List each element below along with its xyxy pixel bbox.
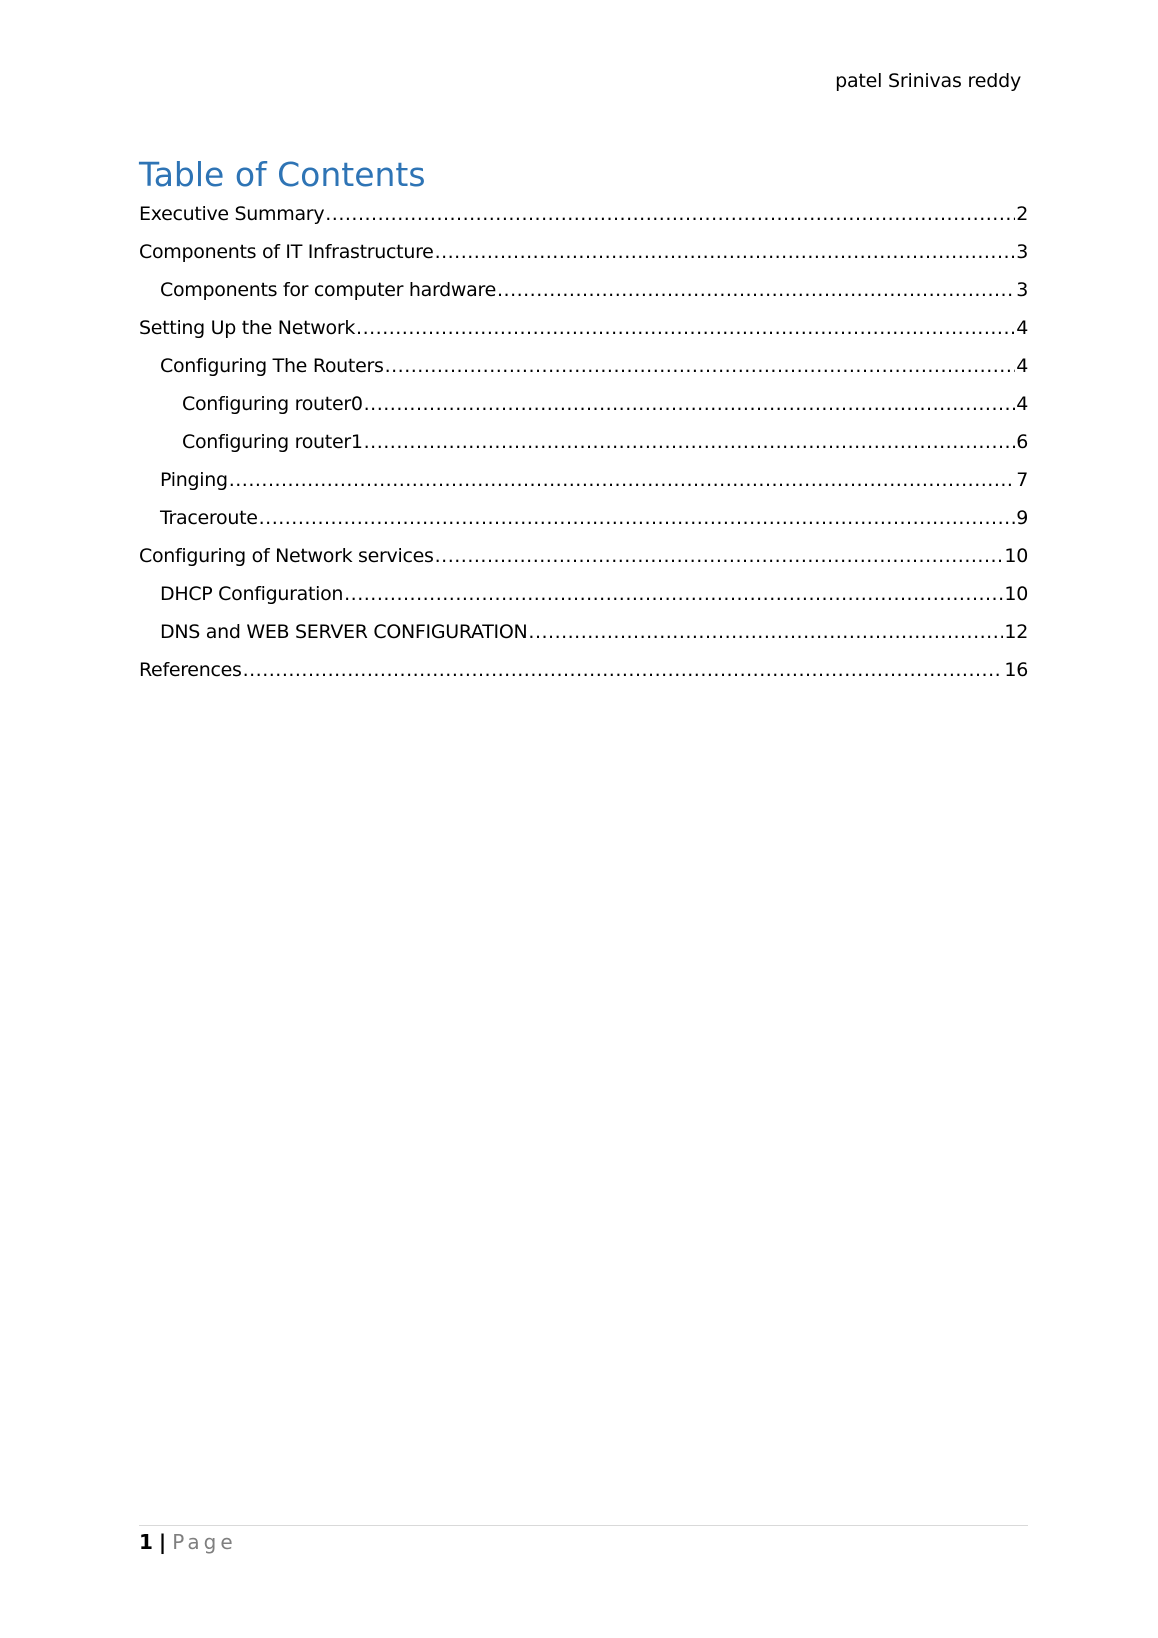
toc-entry-page: 3 [1016, 279, 1028, 301]
toc-entry-text: References [139, 659, 242, 681]
toc-leader-dots [243, 659, 1004, 681]
toc-entry-page: 9 [1016, 507, 1028, 529]
toc-entry-text: DNS and WEB SERVER CONFIGURATION [160, 621, 528, 643]
toc-entry-page: 2 [1016, 203, 1028, 225]
page-footer [139, 1530, 237, 1554]
toc-entry-page: 10 [1004, 583, 1028, 605]
toc-entry-text: Configuring router0 [182, 393, 363, 415]
toc-entry-text: Executive Summary [139, 203, 325, 225]
toc-entry[interactable] [139, 279, 1028, 317]
toc-entry-page: 4 [1016, 355, 1028, 377]
toc-entry-text: Configuring The Routers [160, 355, 384, 377]
toc-entry[interactable] [139, 469, 1028, 507]
toc-leader-dots [435, 241, 1016, 263]
toc-entry-page: 10 [1004, 545, 1028, 567]
toc-entry-page: 4 [1016, 317, 1028, 339]
toc-entry[interactable] [139, 317, 1028, 355]
toc-entry[interactable] [139, 203, 1028, 241]
toc-leader-dots [325, 203, 1015, 225]
toc-leader-dots [385, 355, 1016, 377]
toc-leader-dots [364, 393, 1016, 415]
toc-entry-text: DHCP Configuration [160, 583, 344, 605]
toc-entry-text: Components of IT Infrastructure [139, 241, 434, 263]
toc-entry-page: 3 [1016, 241, 1028, 263]
toc-leader-dots [344, 583, 1003, 605]
toc-title: Table of Contents [139, 155, 426, 194]
toc-leader-dots [497, 279, 1015, 301]
toc-leader-dots [356, 317, 1015, 339]
header-author: patel Srinivas reddy [835, 70, 1021, 92]
toc-entry-text: Pinging [160, 469, 228, 491]
toc-entry-page: 4 [1016, 393, 1028, 415]
toc-entry[interactable] [139, 431, 1028, 469]
footer-page-number: 1 [139, 1530, 153, 1554]
toc-leader-dots [528, 621, 1003, 643]
footer-divider [139, 1525, 1028, 1526]
toc-entry-text: Configuring of Network services [139, 545, 434, 567]
footer-page-label: Page [172, 1530, 237, 1554]
toc-entry[interactable] [139, 545, 1028, 583]
footer-separator: | [158, 1530, 167, 1554]
toc-entry[interactable] [139, 355, 1028, 393]
toc-entry-text: Traceroute [160, 507, 258, 529]
toc-entry[interactable] [139, 393, 1028, 431]
toc-leader-dots [229, 469, 1016, 491]
toc-leader-dots [435, 545, 1004, 567]
toc-entry-text: Configuring router1 [182, 431, 363, 453]
toc-list [139, 203, 1028, 697]
toc-entry[interactable] [139, 241, 1028, 279]
toc-entry-page: 16 [1004, 659, 1028, 681]
toc-leader-dots [259, 507, 1016, 529]
toc-entry-page: 7 [1016, 469, 1028, 491]
toc-entry-page: 6 [1016, 431, 1028, 453]
toc-entry-page: 12 [1004, 621, 1028, 643]
toc-leader-dots [364, 431, 1016, 453]
toc-entry[interactable] [139, 507, 1028, 545]
toc-entry[interactable] [139, 583, 1028, 621]
toc-entry[interactable] [139, 659, 1028, 697]
toc-entry-text: Components for computer hardware [160, 279, 496, 301]
toc-entry[interactable] [139, 621, 1028, 659]
toc-entry-text: Setting Up the Network [139, 317, 356, 339]
